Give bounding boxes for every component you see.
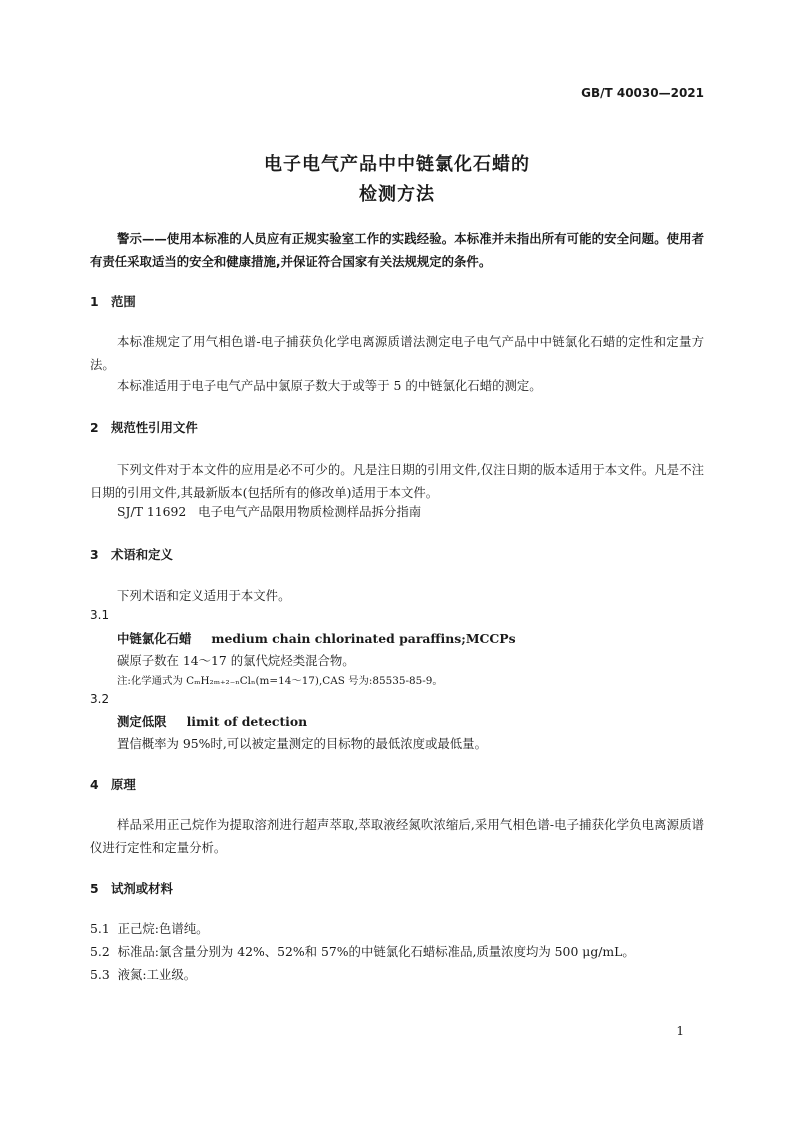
section-title: 试剂或材料 — [111, 881, 173, 896]
term-english: limit of detection — [186, 714, 308, 729]
term-entry — [117, 712, 307, 730]
section-number: 3 — [90, 547, 99, 562]
terms-intro: 下列术语和定义适用于本文件。 — [117, 588, 291, 603]
scope-paragraph-1: 本标准规定了用气相色谱-电子捕获负化学电离源质谱法测定电子电气产品中中链氯化石蜡的定性和定量方法。 — [90, 334, 704, 372]
section-title: 术语和定义 — [111, 547, 173, 562]
warning-text: 警示——使用本标准的人员应有正规实验室工作的实践经验。本标准并未指出所有可能的安全问题。使用者有责任采取适当的安全和健康措施,并保证符合国家有关法规规定的条件。 — [90, 231, 704, 269]
section-3-heading — [90, 545, 173, 563]
section-number: 4 — [90, 777, 99, 792]
section-number: 2 — [90, 420, 99, 435]
term-definition: 碳原子数在 14～17 的氯代烷烃类混合物。 — [117, 653, 355, 668]
section-number: 1 — [90, 294, 99, 309]
reagent-item: 5.3 液氮:工业级。 — [90, 967, 197, 982]
section-5-heading — [90, 879, 173, 897]
reference-item: SJ/T 11692 电子电气产品限用物质检测样品拆分指南 — [117, 504, 422, 519]
standard-number: GB/T 40030—2021 — [581, 86, 704, 100]
reagent-item: 5.2 标准品:氯含量分别为 42%、52%和 57%的中链氯化石蜡标准品,质量浓度均为 500 μg/mL。 — [90, 944, 635, 959]
section-title: 范围 — [111, 294, 136, 309]
principle-paragraph: 样品采用正己烷作为提取溶剂进行超声萃取,萃取液经氮吹浓缩后,采用气相色谱-电子捕获化学负电离源质谱仪进行定性和定量分析。 — [90, 817, 704, 855]
section-title: 规范性引用文件 — [111, 420, 198, 435]
term-english: medium chain chlorinated paraffins;MCCPs — [211, 631, 516, 646]
section-1-heading — [90, 292, 136, 310]
section-number: 5 — [90, 881, 99, 896]
term-chinese: 中链氯化石蜡 — [117, 631, 192, 646]
page-title-line2: 检测方法 — [359, 184, 435, 205]
page-number: 1 — [676, 1024, 684, 1038]
normative-references-paragraph: 下列文件对于本文件的应用是必不可少的。凡是注日期的引用文件,仅注日期的版本适用于本文件。凡是不注日期的引用文件,其最新版本(包括所有的修改单)适用于本文件。 — [90, 462, 704, 500]
section-title: 原理 — [111, 777, 136, 792]
page-title-line1: 电子电气产品中中链氯化石蜡的 — [264, 154, 530, 175]
term-chinese: 测定低限 — [117, 714, 167, 729]
term-note: 注:化学通式为 CₘH₂ₘ₊₂₋ₙClₙ(m=14～17),CAS 号为:85535-85-9。 — [117, 675, 443, 687]
term-number: 3.1 — [90, 608, 110, 622]
term-entry — [117, 629, 516, 647]
term-definition: 置信概率为 95%时,可以被定量测定的目标物的最低浓度或最低量。 — [117, 736, 487, 751]
section-4-heading — [90, 775, 136, 793]
scope-paragraph-2: 本标准适用于电子电气产品中氯原子数大于或等于 5 的中链氯化石蜡的测定。 — [117, 378, 542, 393]
term-number: 3.2 — [90, 692, 110, 706]
reagent-item: 5.1 正己烷:色谱纯。 — [90, 921, 209, 936]
section-2-heading — [90, 418, 198, 436]
